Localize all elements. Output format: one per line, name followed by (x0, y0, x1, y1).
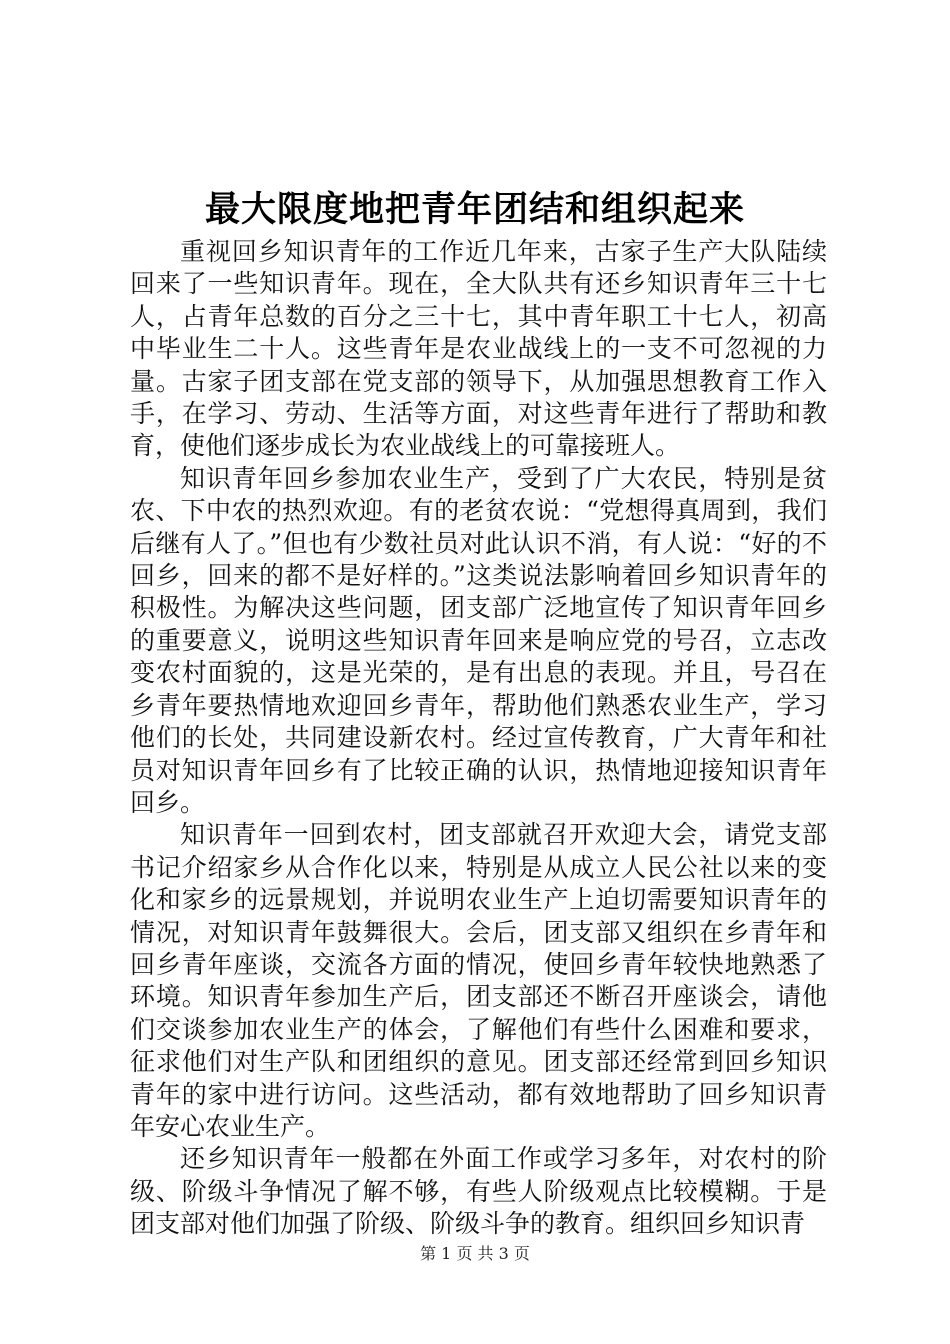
paragraph-2: 知识青年回乡参加农业生产，受到了广大农民，特别是贫农、下中农的热烈欢迎。有的老贫农说：“党想得真周到，我们后继有人了。”但也有少数社员对此认识不消，有人说：“好的不回乡，回来的都不是好样的。”这类说法影响着回乡知识青年的积极性。为解决这些问题，团支部广泛地宣传了知识青年回乡的重要意义，说明这些知识青年回来是响应党的号召，立志改变农村面貌的，这是光荣的，是有出息的表现。并且，号召在乡青年要热情地欢迎回乡青年，帮助他们熟悉农业生产，学习他们的长处，共同建设新农村。经过宣传教育，广大青年和社员对知识青年回乡有了比较正确的认识，热情地迎接知识青年回乡。 (130, 463, 827, 817)
paragraph-3: 知识青年一回到农村，团支部就召开欢迎大会，请党支部书记介绍家乡从合作化以来，特别是从成立人民公社以来的变化和家乡的远景规划，并说明农业生产上迫切需要知识青年的情况，对知识青年鼓舞很大。会后，团支部又组织在乡青年和回乡青年座谈，交流各方面的情况，使回乡青年较快地熟悉了环境。知识青年参加生产后，团支部还不断召开座谈会，请他们交谈参加农业生产的体会，了解他们有些什么困难和要求，征求他们对生产队和团组织的意见。团支部还经常到回乡知识青年的家中进行访问。这些活动，都有效地帮助了回乡知识青年安心农业生产。 (130, 820, 827, 1141)
document-body (130, 236, 827, 1241)
paragraph-4: 还乡知识青年一般都在外面工作或学习多年，对农村的阶级、阶级斗争情况了解不够，有些人阶级观点比较模糊。于是团支部对他们加强了阶级、阶级斗争的教育。组织回乡知识青 (130, 1144, 827, 1239)
paragraph-1: 重视回乡知识青年的工作近几年来，古家子生产大队陆续回来了一些知识青年。现在，全大队共有还乡知识青年三十七人，占青年总数的百分之三十七，其中青年职工十七人，初高中毕业生二十人。这些青年是农业战线上的一支不可忽视的力量。古家子团支部在党支部的领导下，从加强思想教育工作入手，在学习、劳动、生活等方面，对这些青年进行了帮助和教育，使他们逐步成长为农业战线上的可靠接班人。 (130, 237, 827, 461)
page-footer: 第 1 页 共 3 页 (420, 1244, 530, 1263)
document-title: 最大限度地把青年团结和组织起来 (204, 189, 745, 230)
